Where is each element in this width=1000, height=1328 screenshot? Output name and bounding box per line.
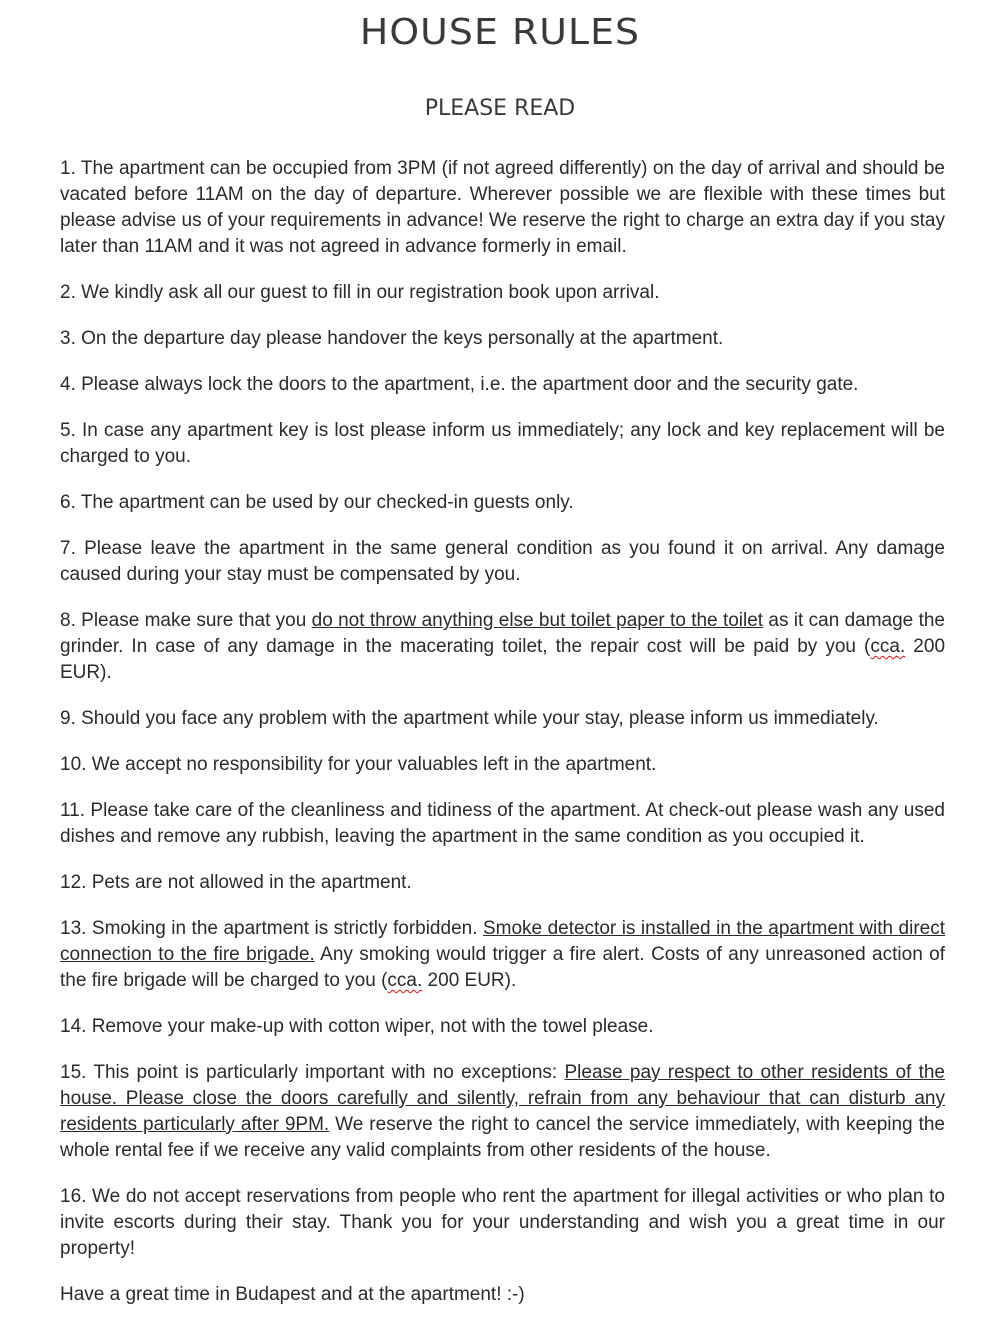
- rule-5: 5. In case any apartment key is lost please inform us immediately; any lock and key replacement will be charged to you.: [60, 420, 945, 467]
- rule-8-text-end: 200 EUR).: [60, 636, 946, 683]
- rule-10: 10. We accept no responsibility for your valuables left in the apartment.: [60, 754, 657, 775]
- rule-4: 4. Please always lock the doors to the apartment, i.e. the apartment door and the security gate.: [60, 374, 859, 395]
- document-subtitle: PLEASE READ: [424, 96, 576, 121]
- rule-15-underlined-text: Please pay respect to other residents of the house. Please close the doors carefully and silently, refrain from any behaviour that can disturb any residents particularly after 9PM.: [60, 1062, 945, 1135]
- rule-7: 7. Please leave the apartment in the same general condition as you found it on arrival. Any damage caused during your stay must be compensated by you.: [60, 538, 945, 585]
- rule-1: 1. The apartment can be occupied from 3PM (if not agreed differently) on the day of arrival and should be vacated before 11AM on the day of departure. Wherever possible we are flexible with these times but please advise us of your requirements in advance! We reserve the right to charge an extra day if you stay later than 11AM and it was not agreed in advance formerly in email.: [60, 158, 945, 257]
- rule-15-text-end: We reserve the right to cancel the service immediately, with keeping the whole rental fee if we receive any valid complaints from other residents of the house.: [60, 1114, 945, 1161]
- rule-12: 12. Pets are not allowed in the apartment.: [60, 872, 412, 893]
- closing-line: Have a great time in Budapest and at the apartment! :-): [60, 1284, 525, 1305]
- rule-16: 16. We do not accept reservations from people who rent the apartment for illegal activities or who plan to invite escorts during their stay. Thank you for your understanding and wish you a great time in our property!: [60, 1186, 945, 1259]
- rule-8-text-cont: as it can damage the grinder. In case of any damage in the macerating toilet, the repair cost will be paid by you (: [60, 610, 945, 657]
- rule-15: [60, 1060, 945, 1164]
- rule-14: 14. Remove your make-up with cotton wiper, not with the towel please.: [60, 1016, 654, 1037]
- rule-13-spellcheck-word: cca.: [387, 970, 423, 991]
- rule-3: 3. On the departure day please handover the keys personally at the apartment.: [60, 328, 724, 349]
- rule-6: 6. The apartment can be used by our checked-in guests only.: [60, 492, 574, 513]
- rule-11: 11. Please take care of the cleanliness and tidiness of the apartment. At check-out please wash any used dishes and remove any rubbish, leaving the apartment in the same condition as you occupied it.: [60, 800, 945, 847]
- rule-13-text: 13. Smoking in the apartment is strictly forbidden.: [60, 918, 483, 939]
- rules-list: [60, 156, 945, 1328]
- rule-13-text-cont: Any smoking would trigger a fire alert. Costs of any unreasoned action of the fire brigade will be charged to you (: [60, 944, 945, 991]
- rule-13-text-end: 200 EUR).: [422, 970, 517, 991]
- rule-8: [60, 608, 945, 686]
- rule-8-underlined-text: do not throw anything else but toilet paper to the toilet: [311, 610, 764, 631]
- document-title: HOUSE RULES: [359, 12, 641, 53]
- rule-2: 2. We kindly ask all our guest to fill in our registration book upon arrival.: [60, 282, 660, 303]
- rule-8-spellcheck-word: cca.: [870, 636, 906, 657]
- rule-15-text: 15. This point is particularly important with no exceptions:: [60, 1062, 565, 1083]
- rule-8-text: 8. Please make sure that you: [60, 610, 312, 631]
- rule-9: 9. Should you face any problem with the apartment while your stay, please inform us immediately.: [60, 708, 879, 729]
- rule-13-underlined-text: Smoke detector is installed in the apartment with direct connection to the fire brigade.: [60, 918, 945, 965]
- rule-13: [60, 916, 945, 994]
